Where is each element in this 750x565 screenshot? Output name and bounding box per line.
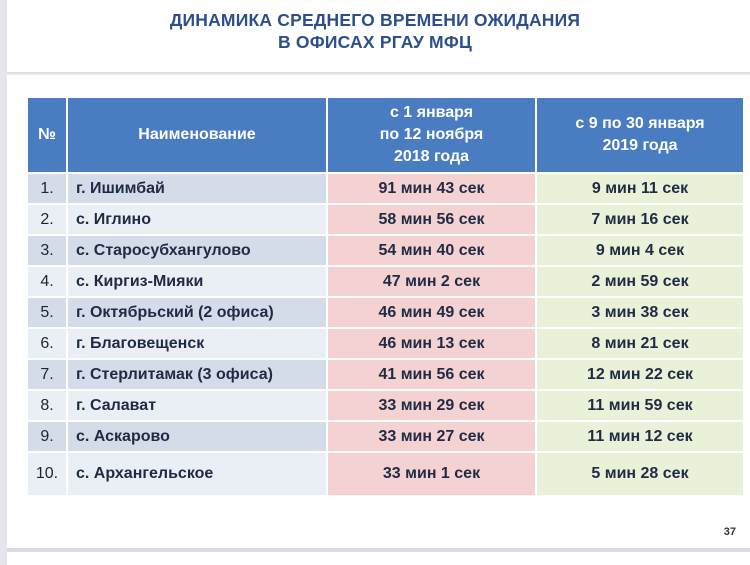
- row-time-2019: 9 мин 11 сек: [537, 174, 743, 203]
- table-row: [28, 422, 743, 451]
- header-period-2019: [537, 98, 743, 172]
- row-time-2018: 33 мин 29 сек: [328, 391, 535, 420]
- table-row: [28, 267, 743, 296]
- page-number: 37: [723, 526, 736, 538]
- table-row: [28, 236, 743, 265]
- row-time-2018: 46 мин 13 сек: [328, 329, 535, 358]
- row-num: 8.: [28, 391, 66, 420]
- row-time-2019: 5 мин 28 сек: [537, 453, 743, 495]
- row-time-2019: 12 мин 22 сек: [537, 360, 743, 389]
- bottom-decor-bar: [7, 548, 750, 552]
- header-period-2018-line3: 2018 года: [393, 148, 470, 165]
- title-divider: [7, 72, 750, 75]
- row-num: 7.: [28, 360, 66, 389]
- row-time-2018: 33 мин 1 сек: [328, 453, 535, 495]
- table-row: [28, 360, 743, 389]
- header-period-2018-line2: по 12 ноября: [379, 126, 484, 143]
- header-period-2019-line2: 2019 года: [602, 137, 678, 154]
- row-time-2018: 91 мин 43 сек: [328, 174, 535, 203]
- row-num: 5.: [28, 298, 66, 327]
- row-num: 6.: [28, 329, 66, 358]
- header-period-2018: [328, 98, 535, 172]
- table-row: [28, 298, 743, 327]
- row-office-name: с. Иглино: [68, 205, 326, 234]
- row-office-name: с. Старосубхангулово: [68, 236, 326, 265]
- row-office-name: с. Архангельское: [68, 453, 326, 495]
- row-office-name: г. Ишимбай: [68, 174, 326, 203]
- table-row: [28, 205, 743, 234]
- title-line-1: ДИНАМИКА СРЕДНЕГО ВРЕМЕНИ ОЖИДАНИЯ: [169, 10, 581, 30]
- row-time-2019: 11 мин 59 сек: [537, 391, 743, 420]
- row-time-2018: 54 мин 40 сек: [328, 236, 535, 265]
- header-period-2018-line1: с 1 января: [389, 104, 474, 121]
- row-time-2019: 11 мин 12 сек: [537, 422, 743, 451]
- row-num: 10.: [28, 453, 66, 495]
- page-title: [0, 9, 750, 53]
- row-time-2019: 2 мин 59 сек: [537, 267, 743, 296]
- header-name: Наименование: [68, 98, 326, 172]
- row-num: 4.: [28, 267, 66, 296]
- row-num: 2.: [28, 205, 66, 234]
- row-num: 3.: [28, 236, 66, 265]
- row-office-name: с. Аскарово: [68, 422, 326, 451]
- row-office-name: с. Киргиз-Мияки: [68, 267, 326, 296]
- row-office-name: г. Благовещенск: [68, 329, 326, 358]
- row-time-2018: 58 мин 56 сек: [328, 205, 535, 234]
- waiting-time-table: [26, 96, 745, 497]
- row-time-2019: 3 мин 38 сек: [537, 298, 743, 327]
- row-time-2018: 46 мин 49 сек: [328, 298, 535, 327]
- row-office-name: г. Салават: [68, 391, 326, 420]
- row-office-name: г. Стерлитамак (3 офиса): [68, 360, 326, 389]
- table-row: [28, 453, 743, 495]
- table-header-row: [28, 98, 743, 172]
- header-period-2019-line1: с 9 по 30 января: [575, 115, 705, 132]
- header-num: №: [28, 98, 66, 172]
- row-time-2018: 41 мин 56 сек: [328, 360, 535, 389]
- row-time-2019: 8 мин 21 сек: [537, 329, 743, 358]
- row-office-name: г. Октябрьский (2 офиса): [68, 298, 326, 327]
- title-line-2: В ОФИСАХ РГАУ МФЦ: [278, 32, 472, 52]
- left-decor-bar: [0, 0, 7, 565]
- row-num: 9.: [28, 422, 66, 451]
- table-row: [28, 391, 743, 420]
- row-time-2019: 9 мин 4 сек: [537, 236, 743, 265]
- table-row: [28, 174, 743, 203]
- row-time-2018: 33 мин 27 сек: [328, 422, 535, 451]
- row-num: 1.: [28, 174, 66, 203]
- table-row: [28, 329, 743, 358]
- row-time-2018: 47 мин 2 сек: [328, 267, 535, 296]
- row-time-2019: 7 мин 16 сек: [537, 205, 743, 234]
